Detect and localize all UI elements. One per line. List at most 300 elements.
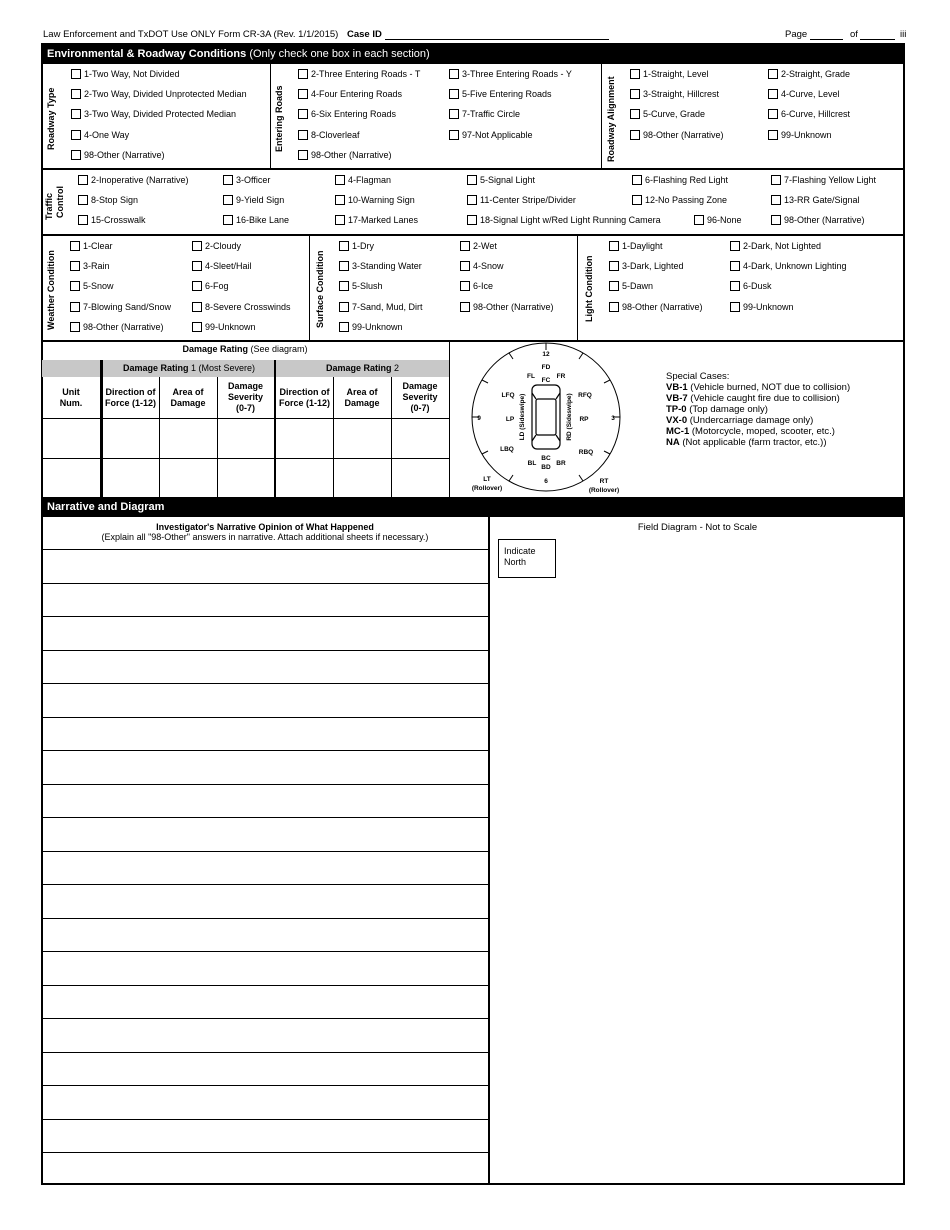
special-case-item bbox=[666, 426, 850, 437]
dr2-bold: Damage Rating bbox=[325, 363, 392, 373]
lbl-9: 9 bbox=[477, 415, 481, 422]
roadway-alignment-option[interactable] bbox=[768, 89, 840, 99]
option-label: 96-None bbox=[707, 215, 742, 225]
checkbox-icon[interactable] bbox=[449, 109, 459, 119]
dr1-note: 1 (Most Severe) bbox=[191, 363, 256, 373]
option-label: 2-Wet bbox=[473, 241, 497, 251]
narrative-title: Investigator's Narrative Opinion of What Happened bbox=[156, 522, 374, 532]
tick-8 bbox=[482, 451, 488, 454]
surface-option[interactable] bbox=[460, 281, 493, 291]
col-dir1-1: Direction of bbox=[105, 387, 156, 397]
env-section-note: (Only check one box in each section) bbox=[249, 48, 430, 60]
case-id-text: Case ID bbox=[347, 29, 382, 40]
option-label: 8-Cloverleaf bbox=[311, 129, 360, 140]
surface-option[interactable] bbox=[339, 241, 374, 251]
traffic-control-option[interactable] bbox=[78, 215, 146, 225]
light-option[interactable] bbox=[609, 261, 684, 271]
light-option[interactable] bbox=[730, 261, 847, 271]
checkbox-icon[interactable] bbox=[71, 150, 81, 160]
col-sev1-2: Severity bbox=[227, 392, 264, 402]
traffic-control-option[interactable] bbox=[771, 215, 865, 225]
narrative-line[interactable] bbox=[42, 985, 488, 986]
narrative-line[interactable] bbox=[42, 951, 488, 952]
special-case-code: NA bbox=[666, 437, 680, 448]
col-sev1-1: Damage bbox=[227, 381, 263, 391]
checkbox-icon[interactable] bbox=[78, 215, 88, 225]
option-label: 2-Dark, Not Lighted bbox=[743, 241, 822, 251]
divider-1 bbox=[41, 168, 905, 170]
checkbox-icon[interactable] bbox=[335, 175, 345, 185]
checkbox-icon[interactable] bbox=[223, 215, 233, 225]
weather-option[interactable] bbox=[192, 302, 291, 312]
special-case-desc: (Motorcycle, moped, scooter, etc.) bbox=[689, 426, 835, 437]
surface-option[interactable] bbox=[460, 261, 504, 271]
checkbox-icon[interactable] bbox=[730, 241, 740, 251]
lbl-rd: RD (Sideswipe) bbox=[566, 393, 573, 441]
lbl-rt: RT bbox=[599, 478, 609, 485]
checkbox-icon[interactable] bbox=[730, 302, 740, 312]
col-sev2-2: Severity bbox=[402, 392, 438, 402]
roadway-type-option[interactable] bbox=[71, 89, 247, 99]
narrative-bar bbox=[41, 497, 905, 517]
page-label: Page bbox=[785, 29, 808, 40]
traffic-control-option[interactable] bbox=[335, 175, 391, 185]
checkbox-icon[interactable] bbox=[768, 69, 778, 79]
page-total-field[interactable] bbox=[860, 30, 895, 40]
field-diagram-area[interactable] bbox=[490, 582, 903, 1182]
checkbox-icon[interactable] bbox=[192, 241, 202, 251]
special-cases-title: Special Cases: bbox=[666, 371, 730, 382]
option-label: 1-Clear bbox=[83, 241, 113, 251]
lbl-fl: FL bbox=[527, 373, 535, 380]
checkbox-icon[interactable] bbox=[70, 261, 80, 271]
lbl-lp: LP bbox=[505, 416, 515, 423]
col-sev2-header bbox=[391, 381, 449, 414]
light-option[interactable] bbox=[609, 281, 653, 291]
damage-value-cell[interactable] bbox=[218, 459, 274, 497]
roadway-alignment-label: Roadway Alignment bbox=[606, 76, 616, 162]
surface-label: Surface Condition bbox=[315, 250, 325, 328]
light-option[interactable] bbox=[730, 302, 794, 312]
special-case-item bbox=[666, 393, 850, 404]
col-sev1-header bbox=[217, 381, 274, 414]
col-area2-2: Damage bbox=[344, 398, 380, 408]
special-case-code: VB-7 bbox=[666, 393, 688, 404]
roadway-type-option[interactable] bbox=[71, 150, 165, 160]
lbl-6: 6 bbox=[544, 478, 548, 485]
roadway-type-label: Roadway Type bbox=[46, 87, 56, 150]
case-id-field[interactable] bbox=[385, 30, 609, 40]
page-suffix: iii bbox=[900, 29, 907, 40]
entering-roads-option[interactable] bbox=[449, 130, 533, 140]
lbl-bl: BL bbox=[527, 460, 537, 467]
checkbox-icon[interactable] bbox=[449, 130, 459, 140]
of-label: of bbox=[850, 29, 858, 40]
option-label: 3-Dark, Lighted bbox=[622, 261, 684, 272]
option-label: 15-Crosswalk bbox=[91, 215, 146, 225]
dr2-note: 2 bbox=[394, 363, 400, 373]
checkbox-icon[interactable] bbox=[609, 261, 619, 271]
lbl-lfq: LFQ bbox=[501, 392, 515, 399]
checkbox-icon[interactable] bbox=[192, 261, 202, 271]
entering-roads-option[interactable] bbox=[449, 89, 552, 99]
special-case-desc: (Vehicle caught fire due to collision) bbox=[687, 393, 840, 404]
traffic-control-option[interactable] bbox=[335, 195, 415, 205]
option-label: 4-Sleet/Hail bbox=[205, 261, 252, 272]
weather-option[interactable] bbox=[192, 261, 252, 271]
checkbox-icon[interactable] bbox=[460, 281, 470, 291]
narrative-line[interactable] bbox=[42, 650, 488, 651]
checkbox-icon[interactable] bbox=[609, 241, 619, 251]
checkbox-icon[interactable] bbox=[70, 281, 80, 291]
special-case-code: TP-0 bbox=[666, 404, 687, 415]
indicate-north-box[interactable] bbox=[498, 539, 556, 578]
roadway-alignment-option[interactable] bbox=[768, 109, 850, 119]
option-label: 3-Two Way, Divided Protected Median bbox=[84, 109, 237, 120]
narrative-line[interactable] bbox=[42, 1052, 488, 1053]
lbl-rollover-left: (Rollover) bbox=[471, 485, 503, 492]
option-label: 5-Curve, Grade bbox=[643, 109, 706, 120]
unit-number-cell[interactable] bbox=[42, 459, 100, 497]
option-label: 98-Other (Narrative) bbox=[622, 301, 703, 312]
traffic-control-option[interactable] bbox=[223, 175, 270, 185]
damage-value-cell[interactable] bbox=[103, 459, 159, 497]
surface-option[interactable] bbox=[460, 241, 497, 251]
vdiv-weather-surface bbox=[309, 235, 310, 340]
checkbox-icon[interactable] bbox=[78, 175, 88, 185]
checkbox-icon[interactable] bbox=[339, 241, 349, 251]
lbl-bc: BC bbox=[541, 455, 551, 462]
col-area1-2: Damage bbox=[170, 398, 206, 408]
checkbox-icon[interactable] bbox=[730, 281, 740, 291]
checkbox-icon[interactable] bbox=[298, 89, 308, 99]
col-area1-header bbox=[159, 387, 217, 409]
checkbox-icon[interactable] bbox=[192, 302, 202, 312]
checkbox-icon[interactable] bbox=[460, 241, 470, 251]
checkbox-icon[interactable] bbox=[298, 69, 308, 79]
surface-option[interactable] bbox=[460, 302, 554, 312]
light-option[interactable] bbox=[730, 281, 772, 291]
option-label: 4-Snow bbox=[473, 261, 504, 272]
weather-option[interactable] bbox=[192, 241, 241, 251]
special-case-desc: (Undercarriage damage only) bbox=[687, 415, 814, 426]
env-section-title: Environmental & Roadway Conditions bbox=[47, 48, 247, 60]
option-label: 99-Unknown bbox=[205, 321, 256, 332]
option-label: 8-Stop Sign bbox=[91, 195, 139, 205]
weather-option[interactable] bbox=[70, 302, 171, 312]
checkbox-icon[interactable] bbox=[630, 130, 640, 140]
checkbox-icon[interactable] bbox=[71, 109, 81, 119]
option-label: 6-Curve, Hillcrest bbox=[781, 109, 851, 120]
option-label: 6-Fog bbox=[205, 281, 229, 292]
narrative-line[interactable] bbox=[42, 1085, 488, 1086]
traffic-control-option[interactable] bbox=[467, 215, 661, 225]
checkbox-icon[interactable] bbox=[630, 89, 640, 99]
divider-2 bbox=[41, 234, 905, 236]
col-unit-1: Unit bbox=[62, 387, 80, 397]
checkbox-icon[interactable] bbox=[71, 130, 81, 140]
option-label: 18-Signal Light w/Red Light Running Camera bbox=[480, 215, 661, 225]
traffic-control-option[interactable] bbox=[771, 195, 860, 205]
roadway-type-option[interactable] bbox=[71, 109, 236, 119]
checkbox-icon[interactable] bbox=[339, 261, 349, 271]
roadway-alignment-option[interactable] bbox=[630, 130, 724, 140]
col-area2-1: Area of bbox=[346, 387, 378, 397]
entering-roads-option[interactable] bbox=[298, 130, 360, 140]
special-case-item bbox=[666, 415, 850, 426]
light-option[interactable] bbox=[609, 302, 703, 312]
narrative-line[interactable] bbox=[42, 918, 488, 919]
checkbox-icon[interactable] bbox=[71, 89, 81, 99]
option-label: 7-Sand, Mud, Dirt bbox=[352, 301, 423, 312]
option-label: 98-Other (Narrative) bbox=[83, 321, 164, 332]
damage-value-cell[interactable] bbox=[103, 419, 159, 457]
surface-option[interactable] bbox=[339, 322, 403, 332]
checkbox-icon[interactable] bbox=[335, 195, 345, 205]
entering-roads-option[interactable] bbox=[298, 109, 396, 119]
damage-value-cell[interactable] bbox=[392, 419, 449, 457]
traffic-control-option[interactable] bbox=[467, 195, 576, 205]
checkbox-icon[interactable] bbox=[460, 261, 470, 271]
traffic-control-option[interactable] bbox=[632, 175, 728, 185]
checkbox-icon[interactable] bbox=[70, 302, 80, 312]
tick-5 bbox=[579, 475, 583, 481]
narrative-line[interactable] bbox=[42, 683, 488, 684]
col-sev2-3: (0-7) bbox=[410, 403, 430, 413]
checkbox-icon[interactable] bbox=[609, 302, 619, 312]
roadway-type-option[interactable] bbox=[71, 69, 180, 79]
col-dir2-header bbox=[276, 387, 333, 409]
dr1-bold: Damage Rating bbox=[122, 363, 189, 373]
option-label: 5-Signal Light bbox=[480, 175, 536, 185]
checkbox-icon[interactable] bbox=[192, 281, 202, 291]
checkbox-icon[interactable] bbox=[298, 130, 308, 140]
entering-roads-option[interactable] bbox=[449, 109, 520, 119]
checkbox-icon[interactable] bbox=[70, 241, 80, 251]
option-label: 4-One Way bbox=[84, 129, 130, 140]
tick-7 bbox=[509, 475, 513, 481]
weather-option[interactable] bbox=[70, 322, 164, 332]
lbl-rp: RP bbox=[579, 416, 589, 423]
weather-option[interactable] bbox=[70, 281, 114, 291]
checkbox-icon[interactable] bbox=[630, 109, 640, 119]
option-label: 1-Straight, Level bbox=[643, 69, 709, 79]
checkbox-icon[interactable] bbox=[771, 175, 781, 185]
checkbox-icon[interactable] bbox=[460, 302, 470, 312]
col-dir2-1: Direction of bbox=[279, 387, 330, 397]
option-label: 99-Unknown bbox=[743, 301, 794, 312]
surface-option[interactable] bbox=[339, 302, 423, 312]
narrative-heading bbox=[42, 522, 488, 542]
traffic-control-option[interactable] bbox=[78, 195, 138, 205]
option-label: 2-Cloudy bbox=[205, 241, 242, 251]
checkbox-icon[interactable] bbox=[771, 195, 781, 205]
damage-value-cell[interactable] bbox=[276, 459, 333, 497]
special-cases bbox=[666, 371, 850, 448]
checkbox-icon[interactable] bbox=[223, 175, 233, 185]
option-label: 1-Two Way, Not Divided bbox=[84, 69, 180, 79]
checkbox-icon[interactable] bbox=[467, 215, 477, 225]
entering-roads-label: Entering Roads bbox=[274, 85, 284, 152]
checkbox-icon[interactable] bbox=[335, 215, 345, 225]
checkbox-icon[interactable] bbox=[467, 175, 477, 185]
option-label: 6-Ice bbox=[473, 281, 494, 292]
option-label: 4-Four Entering Roads bbox=[311, 89, 403, 100]
traffic-control-option[interactable] bbox=[335, 215, 418, 225]
checkbox-icon[interactable] bbox=[768, 130, 778, 140]
checkbox-icon[interactable] bbox=[630, 69, 640, 79]
light-label: Light Condition bbox=[584, 255, 594, 322]
narrative-line[interactable] bbox=[42, 616, 488, 617]
checkbox-icon[interactable] bbox=[298, 150, 308, 160]
diagram-text bbox=[472, 351, 619, 494]
option-label: 4-Dark, Unknown Lighting bbox=[743, 261, 847, 272]
narrative-line[interactable] bbox=[42, 583, 488, 584]
lbl-rollover-right: (Rollover) bbox=[588, 487, 620, 494]
surface-option[interactable] bbox=[339, 281, 383, 291]
damage-title-bold: Damage Rating bbox=[182, 344, 248, 354]
checkbox-icon[interactable] bbox=[71, 69, 81, 79]
weather-option[interactable] bbox=[70, 241, 113, 251]
lbl-3: 3 bbox=[611, 415, 615, 422]
checkbox-icon[interactable] bbox=[768, 109, 778, 119]
option-label: 8-Severe Crosswinds bbox=[205, 301, 291, 312]
roadway-alignment-option[interactable] bbox=[630, 69, 709, 79]
checkbox-icon[interactable] bbox=[632, 175, 642, 185]
vehicle-damage-diagram bbox=[450, 341, 650, 497]
option-label: 5-Dawn bbox=[622, 281, 654, 292]
option-label: 5-Slush bbox=[352, 281, 383, 292]
damage-value-cell[interactable] bbox=[160, 419, 217, 457]
checkbox-icon[interactable] bbox=[467, 195, 477, 205]
roadway-alignment-option[interactable] bbox=[630, 109, 705, 119]
checkbox-icon[interactable] bbox=[78, 195, 88, 205]
traffic-control-option[interactable] bbox=[78, 175, 189, 185]
narrative-line[interactable] bbox=[42, 1018, 488, 1019]
option-label: 3-Three Entering Roads - Y bbox=[462, 69, 572, 79]
option-label: 5-Snow bbox=[83, 281, 114, 292]
checkbox-icon[interactable] bbox=[298, 109, 308, 119]
special-cases-list bbox=[666, 382, 850, 448]
special-case-code: VB-1 bbox=[666, 382, 688, 393]
option-label: 3-Standing Water bbox=[352, 261, 422, 272]
col-dir1-2: Force (1-12) bbox=[104, 398, 157, 408]
case-id-label bbox=[347, 29, 382, 40]
page-number-field[interactable] bbox=[810, 30, 843, 40]
checkbox-icon[interactable] bbox=[730, 261, 740, 271]
checkbox-icon[interactable] bbox=[449, 69, 459, 79]
damage-title-note: (See diagram) bbox=[250, 344, 308, 354]
damage-value-cell[interactable] bbox=[160, 459, 217, 497]
entering-roads-option[interactable] bbox=[298, 69, 420, 79]
weather-label: Weather Condition bbox=[46, 250, 56, 330]
checkbox-icon[interactable] bbox=[632, 195, 642, 205]
checkbox-icon[interactable] bbox=[339, 281, 349, 291]
checkbox-icon[interactable] bbox=[192, 322, 202, 332]
entering-roads-option[interactable] bbox=[449, 69, 572, 79]
checkbox-icon[interactable] bbox=[449, 89, 459, 99]
traffic-label-2: Control bbox=[55, 186, 65, 218]
special-case-item bbox=[666, 382, 850, 393]
narrative-line[interactable] bbox=[42, 1152, 488, 1153]
light-option[interactable] bbox=[609, 241, 663, 251]
narrative-line[interactable] bbox=[42, 1119, 488, 1120]
unit-number-cell[interactable] bbox=[42, 419, 100, 457]
checkbox-icon[interactable] bbox=[339, 322, 349, 332]
narrative-line[interactable] bbox=[42, 884, 488, 885]
checkbox-icon[interactable] bbox=[339, 302, 349, 312]
traffic-control-option[interactable] bbox=[771, 175, 876, 185]
damage-value-cell[interactable] bbox=[276, 419, 333, 457]
roadway-type-option[interactable] bbox=[71, 130, 129, 140]
option-label: 7-Blowing Sand/Snow bbox=[83, 301, 172, 312]
checkbox-icon[interactable] bbox=[768, 89, 778, 99]
north-text-1: Indicate bbox=[504, 546, 536, 556]
lbl-rfq: RFQ bbox=[578, 392, 592, 399]
roadway-alignment-option[interactable] bbox=[768, 69, 850, 79]
traffic-control-option[interactable] bbox=[467, 175, 535, 185]
checkbox-icon[interactable] bbox=[223, 195, 233, 205]
narrative-line[interactable] bbox=[42, 750, 488, 751]
option-label: 98-Other (Narrative) bbox=[311, 149, 392, 160]
checkbox-icon[interactable] bbox=[70, 322, 80, 332]
narrative-line[interactable] bbox=[42, 549, 488, 550]
option-label: 98-Other (Narrative) bbox=[784, 215, 865, 225]
damage-value-cell[interactable] bbox=[392, 459, 449, 497]
traffic-control-option[interactable] bbox=[223, 215, 289, 225]
checkbox-icon[interactable] bbox=[771, 215, 781, 225]
checkbox-icon[interactable] bbox=[609, 281, 619, 291]
special-case-code: VX-0 bbox=[666, 415, 688, 426]
option-label: 3-Straight, Hillcrest bbox=[643, 89, 720, 100]
entering-roads-option[interactable] bbox=[298, 89, 402, 99]
option-label: 2-Inoperative (Narrative) bbox=[91, 175, 189, 185]
lbl-bd: BD bbox=[541, 464, 551, 471]
light-option[interactable] bbox=[730, 241, 821, 251]
narrative-line[interactable] bbox=[42, 717, 488, 718]
weather-option[interactable] bbox=[70, 261, 110, 271]
option-label: 3-Rain bbox=[83, 261, 110, 272]
vdiv-entering-alignment bbox=[601, 64, 602, 168]
entering-roads-option[interactable] bbox=[298, 150, 392, 160]
damage-value-cell[interactable] bbox=[334, 419, 391, 457]
roadway-alignment-option[interactable] bbox=[630, 89, 719, 99]
col-unit-2: Num. bbox=[59, 398, 83, 408]
option-label: 13-RR Gate/Signal bbox=[784, 195, 860, 205]
narrative-line[interactable] bbox=[42, 851, 488, 852]
weather-option[interactable] bbox=[192, 281, 229, 291]
special-case-desc: (Vehicle burned, NOT due to collision) bbox=[687, 382, 851, 393]
col-area2-header bbox=[333, 387, 391, 409]
tick-2 bbox=[604, 380, 610, 383]
checkbox-icon[interactable] bbox=[694, 215, 704, 225]
narrative-line[interactable] bbox=[42, 784, 488, 785]
surface-option[interactable] bbox=[339, 261, 422, 271]
damage-value-cell[interactable] bbox=[334, 459, 391, 497]
traffic-control-option[interactable] bbox=[632, 195, 727, 205]
special-case-item bbox=[666, 437, 850, 448]
narrative-line[interactable] bbox=[42, 817, 488, 818]
traffic-control-option[interactable] bbox=[694, 215, 742, 225]
damage-value-cell[interactable] bbox=[218, 419, 274, 457]
option-label: 98-Other (Narrative) bbox=[84, 149, 165, 160]
roadway-alignment-option[interactable] bbox=[768, 130, 832, 140]
tick-4 bbox=[604, 451, 610, 454]
option-label: 98-Other (Narrative) bbox=[473, 301, 554, 312]
traffic-control-option[interactable] bbox=[223, 195, 284, 205]
option-label: 7-Traffic Circle bbox=[462, 109, 521, 120]
weather-option[interactable] bbox=[192, 322, 256, 332]
